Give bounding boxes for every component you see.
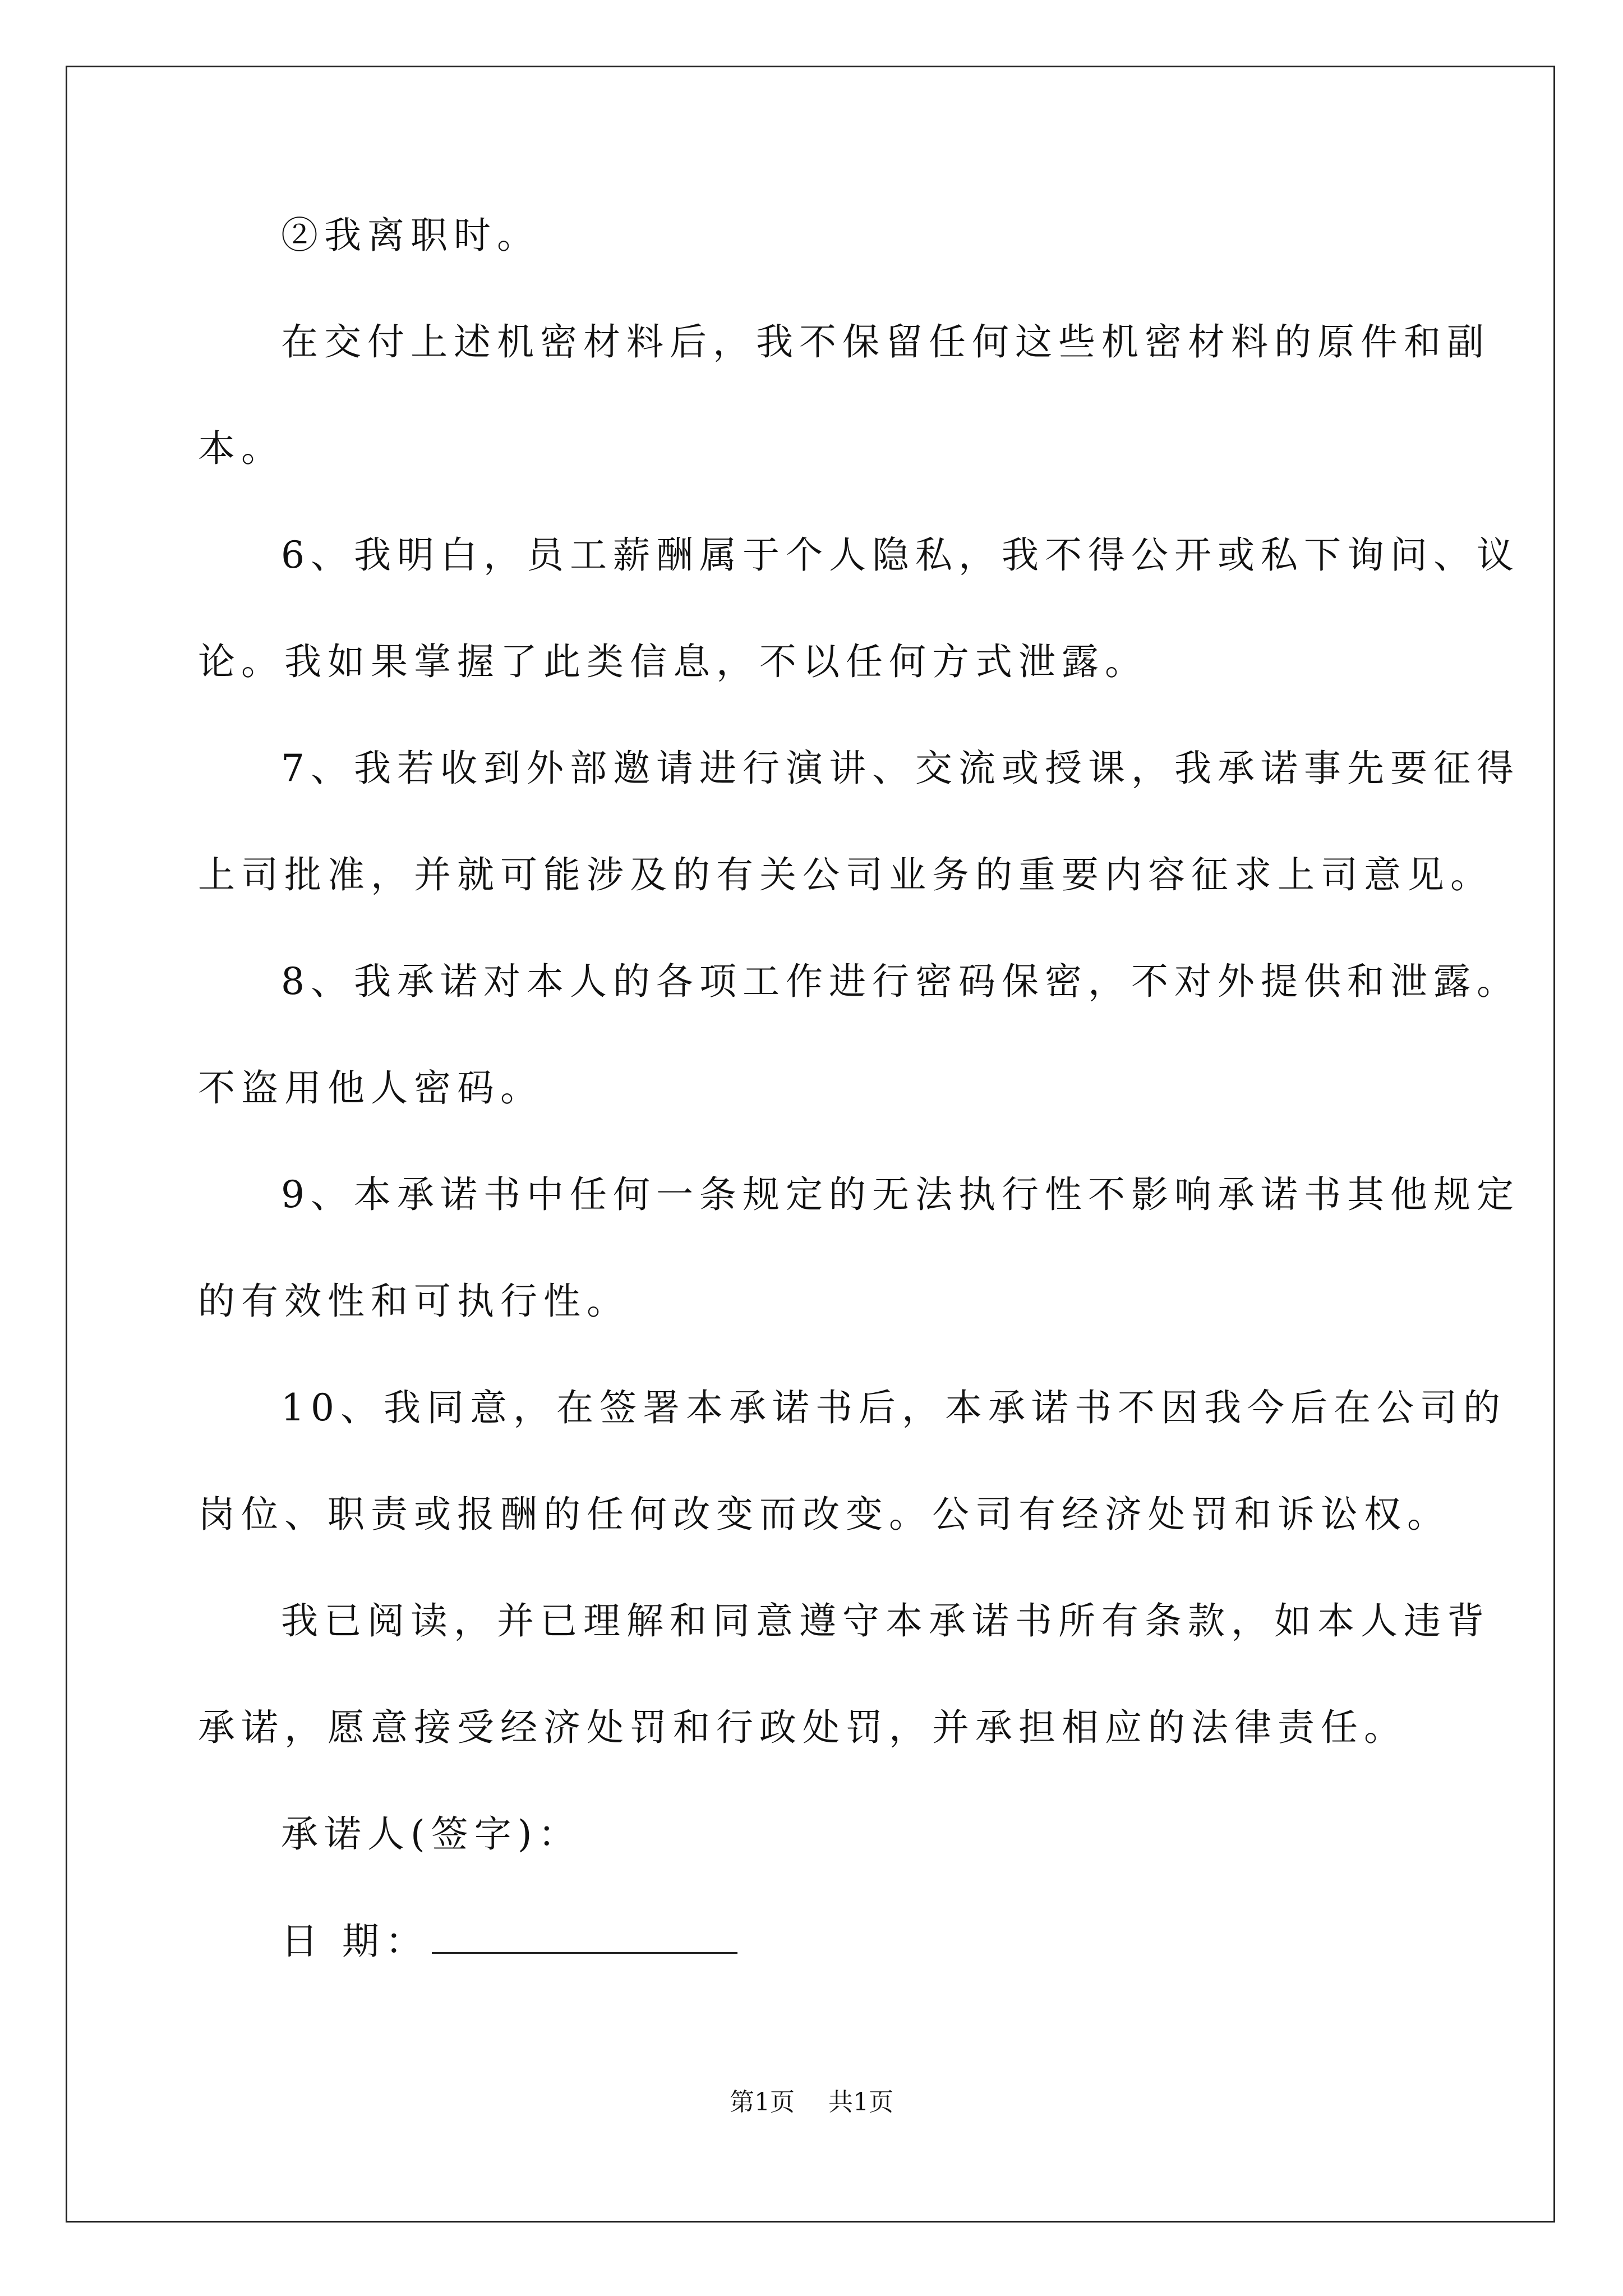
date-label: 日 期：	[281, 1920, 428, 1963]
paragraph-line: 岗位、职责或报酬的任何改变而改变。公司有经济处罚和诉讼权。	[198, 1493, 1450, 1536]
paragraph-line: 的有效性和可执行性。	[198, 1280, 630, 1323]
signature-label: 承诺人(签字)：	[281, 1812, 582, 1856]
date-blank-line	[432, 1918, 737, 1954]
page-footer	[0, 2086, 1623, 2119]
date-row	[281, 1918, 737, 1964]
paragraph-line: 在交付上述机密材料后，我不保留任何这些机密材料的原件和副	[281, 320, 1490, 364]
paragraph-line: 论。我如果掌握了此类信息，不以任何方式泄露。	[198, 640, 1148, 683]
page-border	[66, 66, 1555, 2223]
paragraph-line: 6、我明白，员工薪酬属于个人隐私，我不得公开或私下询问、议	[281, 533, 1520, 577]
paragraph-line: ②我离职时。	[281, 214, 540, 257]
page-number: 第1页	[730, 2088, 795, 2116]
paragraph-line: 上司批准，并就可能涉及的有关公司业务的重要内容征求上司意见。	[198, 853, 1493, 896]
paragraph-line: 10、我同意，在签署本承诺书后，本承诺书不因我今后在公司的	[281, 1386, 1506, 1429]
paragraph-line: 本。	[198, 427, 284, 470]
paragraph-line: 不盗用他人密码。	[198, 1066, 543, 1110]
paragraph-line: 7、我若收到外部邀请进行演讲、交流或授课，我承诺事先要征得	[281, 747, 1520, 790]
paragraph-line: 9、本承诺书中任何一条规定的无法执行性不影响承诺书其他规定	[281, 1173, 1520, 1216]
page-total: 共1页	[828, 2088, 893, 2116]
paragraph-line: 我已阅读，并已理解和同意遵守本承诺书所有条款，如本人违背	[281, 1599, 1490, 1642]
paragraph-line: 承诺，愿意接受经济处罚和行政处罚，并承担相应的法律责任。	[198, 1706, 1407, 1749]
paragraph-line: 8、我承诺对本人的各项工作进行密码保密，不对外提供和泄露。	[281, 960, 1520, 1003]
